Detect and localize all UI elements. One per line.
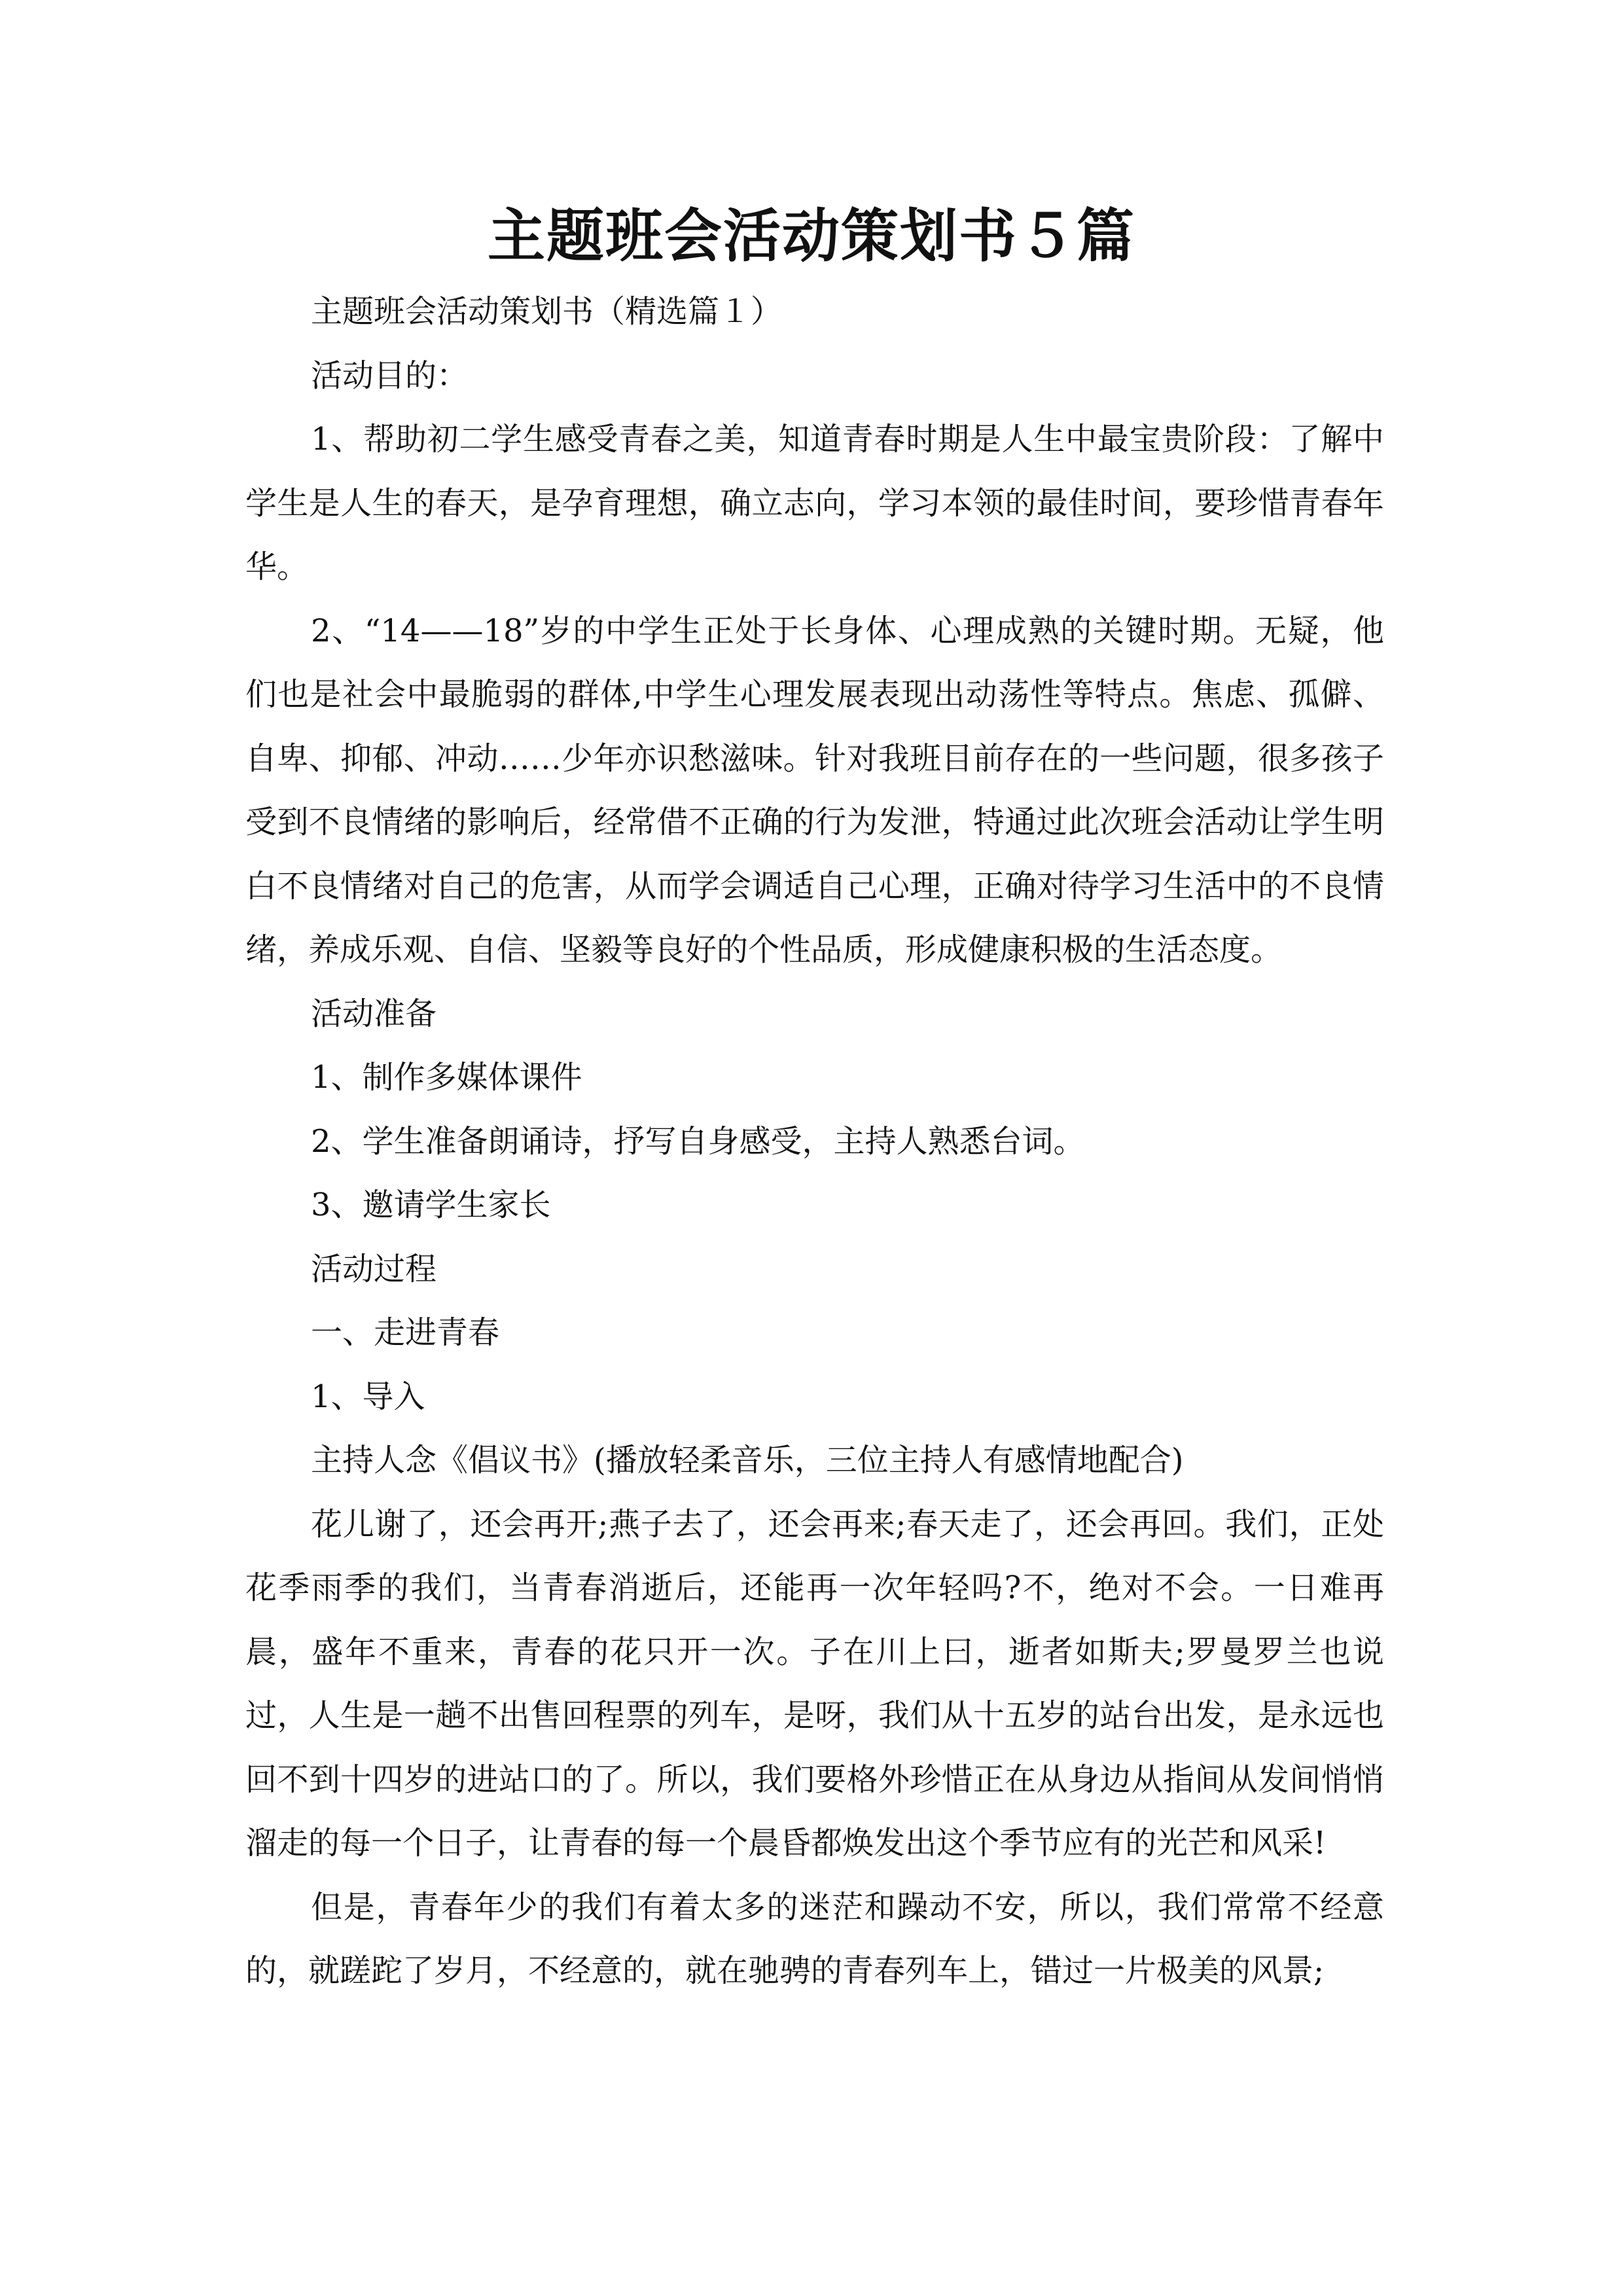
document-body — [245, 280, 1384, 2003]
paragraph: 活动目的： — [311, 357, 469, 394]
paragraph: 1、导入 — [311, 1378, 425, 1415]
paragraph: 3、邀请学生家长 — [311, 1187, 551, 1223]
document-title: 主题班会活动策划书５篇 — [487, 202, 1135, 270]
paragraph: 一、走进青春 — [311, 1314, 500, 1351]
paragraph: 花儿谢了，还会再开;燕子去了，还会再来;春天走了，还会再回。我们，正处花季雨季的我们，当青春消逝后，还能再一次年轻吗?不，绝对不会。一日难再晨，盛年不重来，青春的花只开一次。子在川上曰，逝者如斯夫;罗曼罗兰也说过，人生是一趟不出售回程票的列车，是呀，我们从十五岁的站台出发，是永远也回不到十四岁的进站口的了。所以，我们要格外珍惜正在从身边从指间从发间悄悄溜走的每一个日子，让青春的每一个晨昏都焕发出这个季节应有的光芒和风采! — [245, 1505, 1384, 1861]
section-heading: 主题班会活动策划书（精选篇１） — [311, 293, 783, 330]
paragraph: 1、帮助初二学生感受青春之美，知道青春时期是人生中最宝贵阶段：了解中学生是人生的春天，是孕育理想，确立志向，学习本领的最佳时间，要珍惜青春年华。 — [245, 421, 1384, 585]
paragraph: 活动准备 — [311, 995, 437, 1032]
paragraph: 2、“14——18”岁的中学生正处于长身体、心理成熟的关键时期。无疑，他们也是社会中最脆弱的群体,中学生心理发展表现出动荡性等特点。焦虑、孤僻、自卑、抑郁、冲动……少年亦识愁滋味。针对我班目前存在的一些问题，很多孩子受到不良情绪的影响后，经常借不正确的行为发泄，特通过此次班会活动让学生明白不良情绪对自己的危害，从而学会调适自己心理，正确对待学习生活中的不良情绪，养成乐观、自信、坚毅等良好的个性品质，形成健康积极的生活态度。 — [245, 612, 1384, 968]
paragraph: 活动过程 — [311, 1250, 437, 1287]
paragraph: 2、学生准备朗诵诗，抒写自身感受，主持人熟悉台词。 — [311, 1122, 1085, 1160]
paragraph: 1、制作多媒体课件 — [311, 1059, 582, 1096]
paragraph: 但是，青春年少的我们有着太多的迷茫和躁动不安，所以，我们常常不经意的，就蹉跎了岁月，不经意的，就在驰骋的青春列车上，错过一片极美的风景; — [245, 1888, 1384, 1989]
paragraph: 主持人念《倡议书》(播放轻柔音乐，三位主持人有感情地配合) — [311, 1442, 1184, 1479]
